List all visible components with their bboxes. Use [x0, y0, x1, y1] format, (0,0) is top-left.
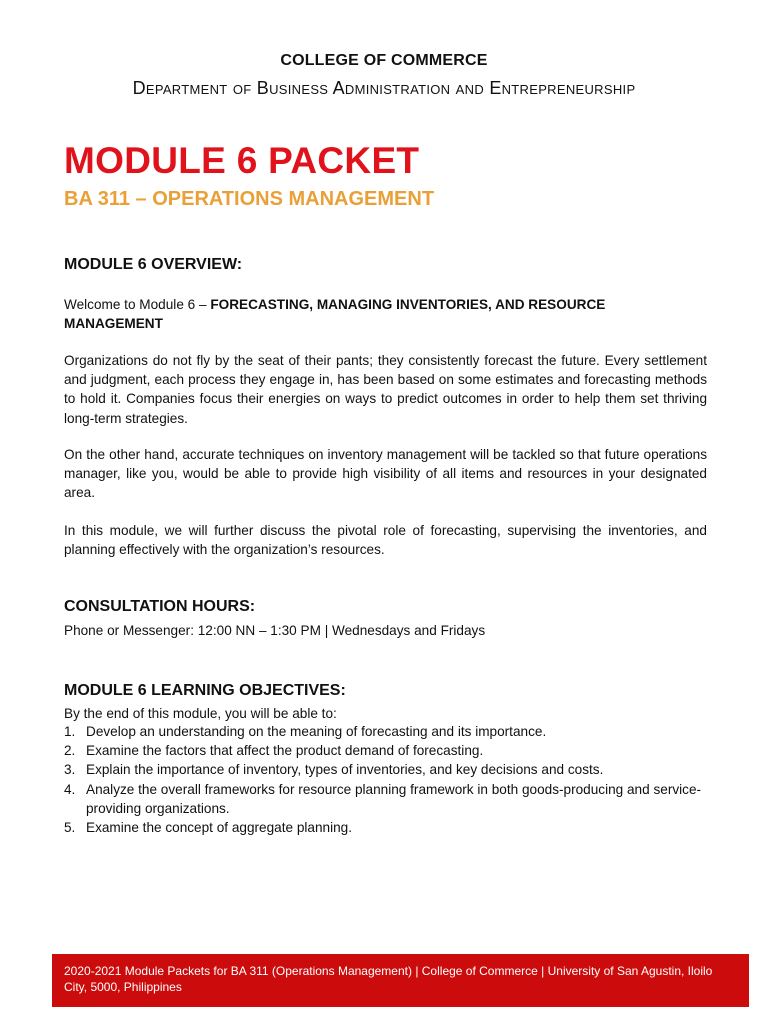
objectives-heading: MODULE 6 LEARNING OBJECTIVES:: [64, 682, 346, 699]
objective-number: 2.: [64, 743, 76, 759]
objective-text: Analyze the overall frameworks for resource planning framework in both goods-producing and service-providing organizations.: [86, 781, 702, 816]
objective-number: 3.: [64, 762, 76, 778]
course-title: BA 311 – OPERATIONS MANAGEMENT: [64, 188, 435, 210]
footer-banner: [52, 954, 749, 1007]
welcome-paragraph: [64, 295, 707, 333]
objective-item: [64, 818, 704, 837]
module-title: MODULE 6 PACKET: [64, 140, 420, 181]
objective-item: [64, 780, 704, 818]
consultation-heading: CONSULTATION HOURS:: [64, 598, 256, 615]
objective-text: Examine the concept of aggregate planning.: [86, 820, 353, 836]
objective-number: 4.: [64, 781, 76, 797]
footer-text: 2020-2021 Module Packets for BA 311 (Operations Management) | College of Commerce | University of San Agustin, Iloilo City, 5000, Philippines: [64, 964, 713, 994]
welcome-topic: FORECASTING, MANAGING INVENTORIES, AND RESOURCE MANAGEMENT: [64, 297, 606, 332]
overview-heading: MODULE 6 OVERVIEW:: [64, 256, 243, 273]
overview-paragraph-1: Organizations do not fly by the seat of their pants; they consistently forecast the future. Every settlement and judgment, each process they engage in, has been based on some estimates and forecasting methods to hold it. Companies focus their energies on ways to predict outcomes in order to help them set thriving long-term strategies.: [64, 353, 707, 426]
objective-text: Examine the factors that affect the product demand of forecasting.: [86, 743, 484, 759]
welcome-prefix: Welcome to Module 6 –: [64, 297, 211, 312]
objectives-intro: By the end of this module, you will be able to:: [64, 706, 337, 721]
department-name: Department of Business Administration and Entrepreneurship: [132, 78, 636, 98]
objective-item: [64, 760, 704, 779]
objective-item: [64, 741, 704, 760]
objective-text: Develop an understanding on the meaning of forecasting and its importance.: [86, 724, 547, 739]
objectives-list: [64, 722, 704, 837]
overview-paragraph-2: On the other hand, accurate techniques on inventory management will be tackled so that future operations manager, like you, would be able to provide high visibility of all items and resources in your designated area.: [64, 447, 707, 501]
overview-paragraph-3: In this module, we will further discuss the pivotal role of forecasting, supervising the inventories, and planning effectively with the organization’s resources.: [64, 523, 707, 558]
objective-number: 5.: [64, 820, 76, 836]
objective-text: Explain the importance of inventory, types of inventories, and key decisions and costs.: [86, 762, 604, 778]
consultation-text: Phone or Messenger: 12:00 NN – 1:30 PM | Wednesdays and Fridays: [64, 623, 486, 638]
objective-number: 1.: [64, 724, 76, 739]
college-name: COLLEGE OF COMMERCE: [280, 52, 488, 69]
objective-item: [64, 722, 704, 741]
